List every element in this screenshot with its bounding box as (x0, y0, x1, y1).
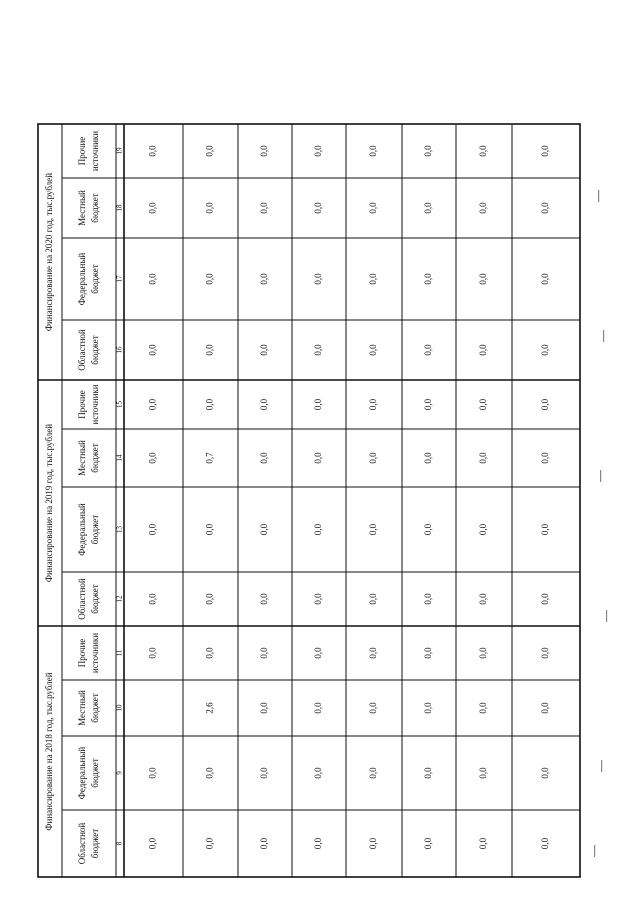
cell-value: 0,0 (540, 647, 551, 659)
year-title: Финансирование на 2020 год, тыс.рублей (44, 172, 55, 332)
column-number: 14 (115, 454, 124, 462)
cell-value: 0,0 (368, 523, 379, 536)
cell-value: 0,0 (204, 273, 215, 285)
cell-value: 0,0 (423, 452, 434, 464)
cell-value: 0,0 (478, 523, 489, 536)
column-header: Прочие (77, 136, 88, 166)
column-header: Областной (77, 822, 88, 865)
column-header: бюджет (90, 758, 101, 788)
column-header: бюджет (90, 514, 101, 545)
column-number: 9 (115, 771, 124, 775)
column-header: Федеральный (77, 503, 88, 556)
cell-value: 0,0 (423, 523, 434, 536)
scan-artifact (600, 470, 601, 482)
scan-artifact (603, 330, 604, 342)
cell-value: 0,0 (478, 837, 489, 850)
column-number: 18 (115, 204, 124, 212)
cell-value: 0,0 (368, 593, 379, 605)
cell-value: 0,0 (423, 593, 434, 605)
cell-value: 0,0 (540, 702, 551, 714)
cell-value: 0,0 (204, 344, 215, 356)
cell-value: 0,0 (259, 145, 270, 157)
scan-artifact (598, 190, 599, 202)
column-header: Местный (77, 190, 88, 226)
cell-value: 0,0 (423, 145, 434, 157)
cell-value: 0,0 (204, 398, 215, 411)
cell-value: 2,6 (204, 702, 215, 714)
column-number: 11 (115, 649, 124, 657)
cell-value: 0,0 (147, 767, 158, 779)
cell-value: 0,0 (259, 344, 270, 356)
cell-value: 0,0 (259, 837, 270, 850)
column-number: 19 (115, 147, 124, 155)
cell-value: 0,0 (204, 145, 215, 157)
cell-value: 0,0 (313, 344, 324, 356)
column-header: источники (90, 632, 101, 674)
cell-value: 0,0 (147, 837, 158, 850)
cell-value: 0,0 (313, 647, 324, 659)
cell-value: 0,0 (540, 593, 551, 605)
cell-value: 0,0 (478, 273, 489, 285)
scan-artifact (594, 845, 595, 857)
cell-value: 0,0 (368, 398, 379, 411)
cell-value: 0,0 (540, 767, 551, 779)
column-header: бюджет (90, 828, 101, 859)
year-title: Финансирование на 2018 год, тыс.рублей (44, 672, 55, 831)
column-header: Федеральный (77, 252, 88, 306)
cell-value: 0,0 (423, 647, 434, 659)
cell-value: 0,0 (313, 837, 324, 850)
column-number: 13 (115, 526, 124, 533)
column-number: 8 (115, 841, 124, 846)
cell-value: 0,0 (147, 344, 158, 356)
cell-value: 0,0 (147, 202, 158, 214)
cell-value: 0,0 (259, 452, 270, 464)
cell-value: 0,0 (478, 647, 489, 659)
cell-value: 0,0 (313, 202, 324, 214)
cell-value: 0,0 (540, 398, 551, 411)
cell-value: 0,0 (259, 702, 270, 714)
cell-value: 0,0 (478, 452, 489, 464)
cell-value: 0,0 (147, 523, 158, 536)
scan-artifact (606, 610, 607, 622)
cell-value: 0,0 (313, 523, 324, 536)
cell-value: 0,0 (204, 593, 215, 605)
column-header: источники (90, 130, 101, 172)
cell-value: 0,0 (204, 202, 215, 214)
cell-value: 0,0 (259, 593, 270, 605)
cell-value: 0,0 (368, 452, 379, 464)
cell-value: 0,0 (204, 647, 215, 659)
table-border (38, 124, 580, 877)
cell-value: 0,0 (478, 145, 489, 157)
cell-value: 0,0 (478, 398, 489, 411)
cell-value: 0,0 (540, 145, 551, 157)
cell-value: 0,0 (540, 273, 551, 285)
cell-value: 0,0 (147, 452, 158, 464)
cell-value: 0,0 (478, 702, 489, 714)
cell-value: 0,0 (478, 767, 489, 779)
column-header: бюджет (90, 443, 101, 473)
column-header: Федеральный (77, 746, 88, 800)
cell-value: 0,0 (204, 767, 215, 779)
cell-value: 0,0 (147, 647, 158, 659)
cell-value: 0,0 (313, 273, 324, 285)
cell-value: 0,0 (540, 202, 551, 214)
cell-value: 0,0 (204, 837, 215, 850)
column-number: 16 (115, 346, 124, 354)
cell-value: 0,0 (368, 145, 379, 157)
cell-value: 0,0 (259, 523, 270, 536)
column-number: 17 (115, 275, 124, 283)
cell-value: 0,0 (540, 837, 551, 850)
cell-value: 0,0 (423, 344, 434, 356)
cell-value: 0,0 (423, 767, 434, 779)
cell-value: 0,0 (540, 523, 551, 536)
cell-value: 0,0 (423, 273, 434, 285)
scan-artifact (601, 760, 602, 772)
cell-value: 0,0 (368, 273, 379, 285)
column-header: бюджет (90, 335, 101, 365)
column-number: 10 (115, 704, 124, 712)
cell-value: 0,0 (259, 202, 270, 214)
cell-value: 0,0 (478, 344, 489, 356)
cell-value: 0,0 (423, 837, 434, 850)
cell-value: 0,0 (423, 702, 434, 714)
cell-value: 0,0 (147, 145, 158, 157)
cell-value: 0,0 (540, 344, 551, 356)
cell-value: 0,0 (368, 344, 379, 356)
column-header: Прочие (77, 390, 88, 419)
column-header: Прочие (77, 638, 88, 668)
column-header: Областной (77, 578, 88, 620)
column-number: 12 (115, 595, 124, 603)
column-header: бюджет (90, 693, 101, 723)
cell-value: 0,0 (204, 523, 215, 536)
cell-value: 0,7 (204, 452, 215, 464)
column-number: 15 (115, 401, 124, 408)
cell-value: 0,0 (259, 273, 270, 285)
column-header: бюджет (90, 264, 101, 294)
cell-value: 0,0 (368, 837, 379, 850)
cell-value: 0,0 (259, 767, 270, 779)
cell-value: 0,0 (478, 202, 489, 214)
cell-value: 0,0 (313, 398, 324, 411)
cell-value: 0,0 (423, 398, 434, 411)
cell-value: 0,0 (313, 767, 324, 779)
cell-value: 0,0 (147, 593, 158, 605)
column-header: бюджет (90, 193, 101, 223)
year-title: Финансирование на 2019 год, тыс.рублей (44, 423, 55, 583)
column-header: Местный (77, 440, 88, 476)
cell-value: 0,0 (313, 452, 324, 464)
cell-value: 0,0 (147, 273, 158, 285)
column-header: Местный (77, 690, 88, 726)
cell-value: 0,0 (423, 202, 434, 214)
cell-value: 0,0 (368, 702, 379, 714)
cell-value: 0,0 (313, 702, 324, 714)
cell-value: 0,0 (368, 202, 379, 214)
cell-value: 0,0 (368, 647, 379, 659)
cell-value: 0,0 (147, 398, 158, 411)
column-header: бюджет (90, 584, 101, 614)
cell-value: 0,0 (540, 452, 551, 464)
column-header: источники (90, 384, 101, 425)
cell-value: 0,0 (259, 398, 270, 411)
cell-value: 0,0 (368, 767, 379, 779)
column-header: Областной (77, 329, 88, 371)
cell-value: 0,0 (259, 647, 270, 659)
cell-value: 0,0 (313, 593, 324, 605)
cell-value: 0,0 (478, 593, 489, 605)
cell-value: 0,0 (313, 145, 324, 157)
